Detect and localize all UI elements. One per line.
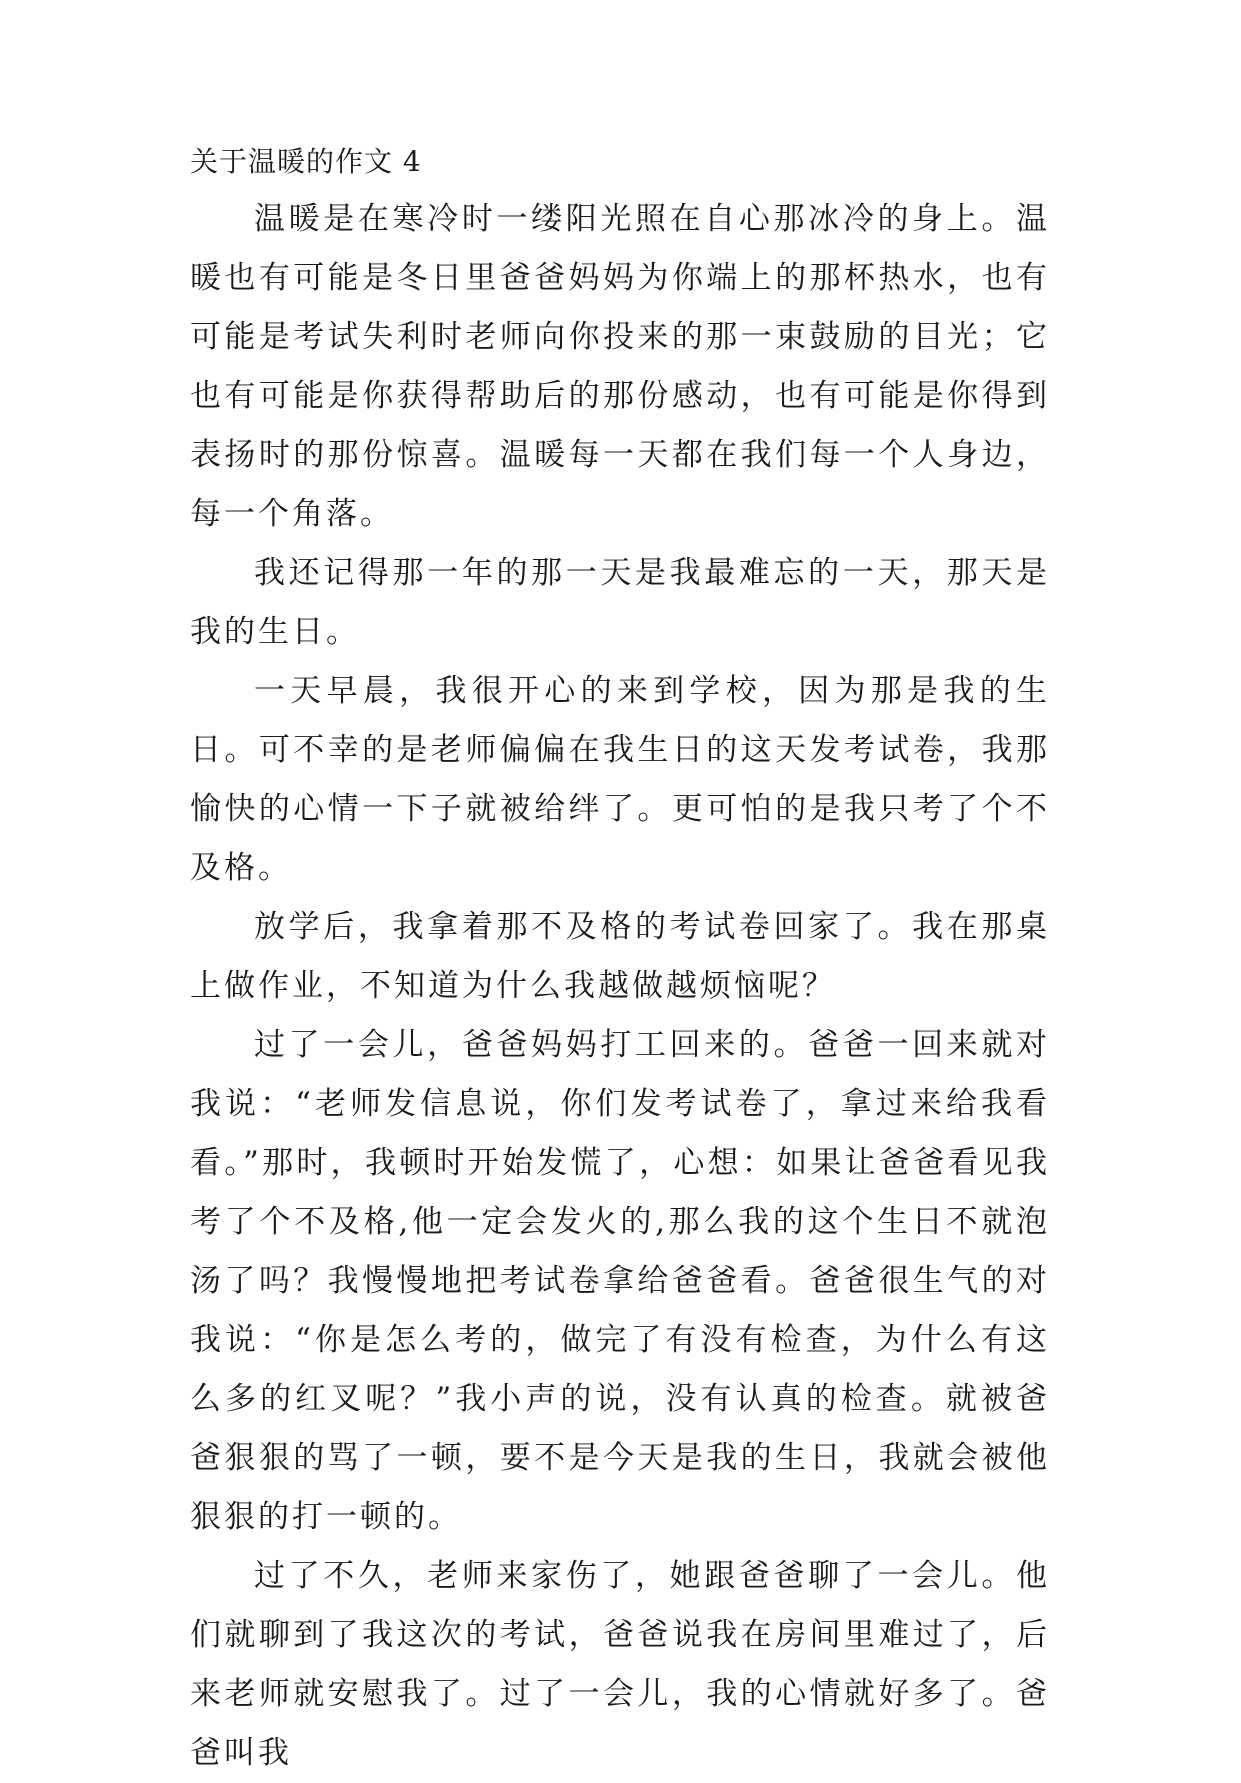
paragraph-2: 我还记得那一年的那一天是我最难忘的一天，那天是我的生日。 [190, 555, 1050, 650]
paragraph-1: 温暖是在寒冷时一缕阳光照在自心那冰冷的身上。温暖也有可能是冬日里爸爸妈妈为你端上的那杯热水，也有可能是考试失利时老师向你投来的那一束鼓励的目光；它也有可能是你获得帮助后的那份感动，也有可能是你得到表扬时的那份惊喜。温暖每一天都在我们每一个人身边，每一个角落。 [190, 201, 1050, 532]
paragraph-3: 一天早晨，我很开心的来到学校，因为那是我的生日。可不幸的是老师偏偏在我生日的这天发考试卷，我那愉快的心情一下子就被给绊了。更可怕的是我只考了个不及格。 [190, 673, 1050, 886]
document-body [190, 142, 1050, 1783]
paragraph-5: 过了一会儿，爸爸妈妈打工回来的。爸爸一回来就对我说：“老师发信息说，你们发考试卷了，拿过来给我看看。”那时，我顿时开始发慌了，心想：如果让爸爸看见我考了个不及格,他一定会发火的,那么我的这个生日不就泡汤了吗？我慢慢地把考试卷拿给爸爸看。爸爸很生气的对我说：“你是怎么考的，做完了有没有检查，为什么有这么多的红叉呢？”我小声的说，没有认真的检查。就被爸爸狠狠的骂了一顿，要不是今天是我的生日，我就会被他狠狠的打一顿的。 [190, 1027, 1050, 1535]
paragraph-6: 过了不久，老师来家伤了，她跟爸爸聊了一会儿。他们就聊到了我这次的考试，爸爸说我在房间里难过了，后来老师就安慰我了。过了一会儿，我的心情就好多了。爸爸叫我 [190, 1558, 1050, 1771]
paragraph-4: 放学后，我拿着那不及格的考试卷回家了。我在那桌上做作业，不知道为什么我越做越烦恼呢？ [190, 909, 1050, 1004]
essay-title: 关于温暖的作文 4 [190, 145, 422, 178]
